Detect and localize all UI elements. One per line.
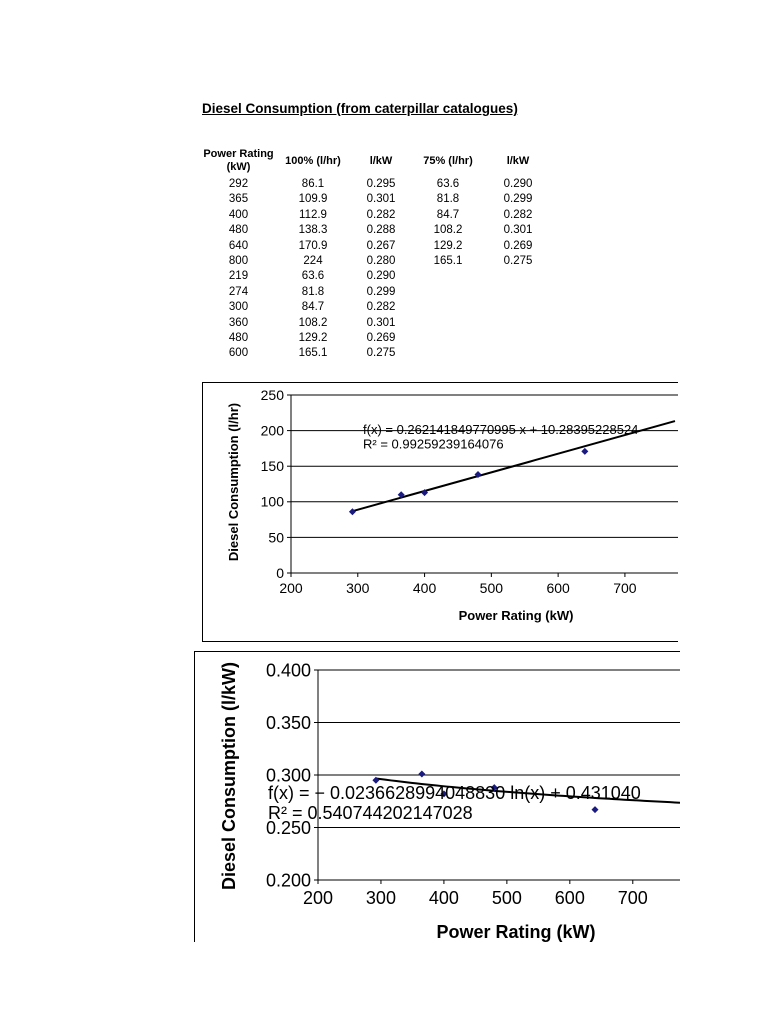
- table-cell: 0.295: [366, 178, 396, 190]
- table-cell: 170.9: [298, 239, 328, 252]
- table-cell: 0.299: [366, 285, 396, 298]
- table-cell: 224: [303, 255, 323, 268]
- table-cell: 129.2: [433, 239, 463, 252]
- y-tick-label: 0: [276, 564, 284, 581]
- table-cell: 480: [228, 332, 249, 345]
- table-cell: 0.267: [366, 239, 396, 252]
- table-cell: 0.290: [503, 178, 533, 190]
- x-tick-label: 700: [613, 580, 637, 596]
- table-cell: 0.275: [503, 255, 533, 268]
- table-header-row: [200, 145, 553, 177]
- x-tick-label: 600: [546, 580, 570, 596]
- table-cell: [413, 300, 483, 315]
- table-cell: 640: [228, 239, 249, 252]
- table-cell: [413, 331, 483, 346]
- table-cell: 0.299: [503, 193, 533, 206]
- table-cell: 0.280: [366, 255, 396, 268]
- y-tick-label: 150: [260, 458, 284, 475]
- table-cell: 0.269: [503, 239, 533, 252]
- table-cell: 360: [228, 316, 249, 329]
- table-cell: 400: [228, 208, 249, 221]
- y-axis-label: Diesel Consumption (l/kW): [219, 661, 239, 891]
- x-tick-label: 500: [491, 888, 522, 908]
- table-cell: 63.6: [436, 178, 460, 190]
- table-cell: 109.9: [298, 193, 328, 206]
- y-tick-label: 50: [268, 529, 284, 546]
- table-cell: 84.7: [436, 208, 460, 221]
- table-cell: 0.282: [366, 301, 396, 314]
- chart-consumption-lhr: [202, 382, 678, 642]
- y-tick-label: 100: [260, 493, 284, 510]
- data-point: [592, 806, 599, 813]
- table-cell: [413, 316, 483, 331]
- table-row: [200, 208, 553, 223]
- table-cell: 0.282: [366, 208, 396, 221]
- chart-consumption-lkw-svg: [195, 652, 680, 942]
- table-cell: [413, 269, 483, 284]
- y-tick-label: 0.300: [265, 765, 311, 786]
- table-row: [200, 269, 553, 284]
- table-cell: 219: [228, 270, 249, 283]
- data-point: [581, 448, 588, 455]
- table-cell: 292: [228, 178, 249, 190]
- chart-consumption-lhr-svg: [203, 383, 678, 641]
- table-row: [200, 177, 553, 192]
- x-tick-label: 300: [365, 888, 396, 908]
- data-point: [349, 508, 356, 515]
- table-cell: 480: [228, 224, 249, 237]
- table-cell: 84.7: [301, 301, 325, 314]
- y-tick-label: 0.400: [265, 660, 311, 681]
- table-cell: 81.8: [301, 285, 325, 298]
- r-squared-label: R² = 0.540744202147028: [268, 802, 473, 823]
- table-cell: 138.3: [298, 224, 328, 237]
- table-cell: 81.8: [436, 193, 460, 206]
- table-cell: 0.282: [503, 208, 533, 221]
- trendline-equation: f(x) = 0.262141849770995 x + 10.28395228524: [363, 422, 639, 437]
- x-tick-label: 500: [479, 580, 504, 596]
- table-cell: [483, 300, 553, 315]
- table-row: [200, 192, 553, 207]
- table-cell: [413, 285, 483, 300]
- x-tick-label: 400: [428, 888, 459, 908]
- x-axis-label: Power Rating (kW): [458, 608, 574, 623]
- x-axis-label: Power Rating (kW): [436, 922, 596, 942]
- data-point: [418, 770, 425, 777]
- table-cell: 108.2: [298, 316, 328, 329]
- page-title: Diesel Consumption (from caterpillar catalogues): [202, 101, 518, 116]
- table-row: [200, 316, 553, 331]
- chart-consumption-lkw: [194, 651, 680, 942]
- table-cell: 0.288: [366, 224, 396, 237]
- table-cell: 63.6: [301, 270, 325, 283]
- header-lkw-100: l/kW: [369, 154, 393, 167]
- table-cell: 274: [228, 285, 249, 298]
- y-tick-label: 0.250: [265, 817, 311, 838]
- x-tick-label: 600: [554, 888, 585, 908]
- table-cell: [483, 331, 553, 346]
- table-cell: 86.1: [301, 178, 325, 190]
- table-cell: 300: [228, 301, 249, 314]
- r-squared-label: R² = 0.99259239164076: [363, 436, 504, 452]
- table-cell: [413, 346, 483, 361]
- y-tick-label: 0.200: [265, 870, 311, 891]
- header-lkw-75: l/kW: [506, 154, 530, 167]
- table-cell: 0.275: [366, 347, 396, 360]
- table-cell: 0.301: [366, 316, 396, 329]
- header-75pct: 75% (l/hr): [423, 154, 473, 167]
- table-row: [200, 346, 553, 361]
- y-axis-label: Diesel Consumption (l/hr): [226, 402, 241, 562]
- consumption-table: [200, 145, 553, 362]
- table-cell: [483, 285, 553, 300]
- x-tick-label: 200: [302, 888, 334, 908]
- x-tick-label: 700: [617, 888, 648, 908]
- table-cell: 165.1: [433, 255, 463, 268]
- y-tick-label: 0.350: [265, 712, 311, 733]
- table-cell: 0.301: [366, 193, 396, 206]
- x-tick-label: 200: [279, 580, 303, 596]
- table-row: [200, 239, 553, 254]
- table-cell: 0.290: [366, 270, 396, 283]
- table-cell: 165.1: [298, 347, 328, 360]
- y-tick-label: 200: [260, 422, 284, 439]
- table-cell: 112.9: [299, 208, 327, 221]
- table-cell: 365: [228, 193, 249, 206]
- table-row: [200, 285, 553, 300]
- table-cell: [483, 316, 553, 331]
- table-row: [200, 254, 553, 269]
- table-cell: 0.269: [366, 332, 396, 345]
- table-cell: 0.301: [503, 224, 533, 237]
- header-100pct: 100% (l/hr): [285, 154, 341, 167]
- table-row: [200, 223, 553, 238]
- x-tick-label: 400: [412, 580, 437, 596]
- y-tick-label: 250: [260, 386, 284, 403]
- header-power-rating: Power Rating (kW): [203, 148, 274, 173]
- table-row: [200, 331, 553, 346]
- trendline-equation: f(x) = − 0.0236628994048830 ln(x) + 0.431040: [268, 783, 641, 803]
- table-cell: 800: [228, 255, 249, 268]
- table-cell: 600: [228, 347, 249, 360]
- table-cell: [483, 346, 553, 361]
- table-cell: [483, 269, 553, 284]
- table-cell: 129.2: [298, 332, 328, 345]
- x-tick-label: 300: [346, 580, 370, 596]
- table-row: [200, 300, 553, 315]
- table-cell: 108.2: [433, 224, 463, 237]
